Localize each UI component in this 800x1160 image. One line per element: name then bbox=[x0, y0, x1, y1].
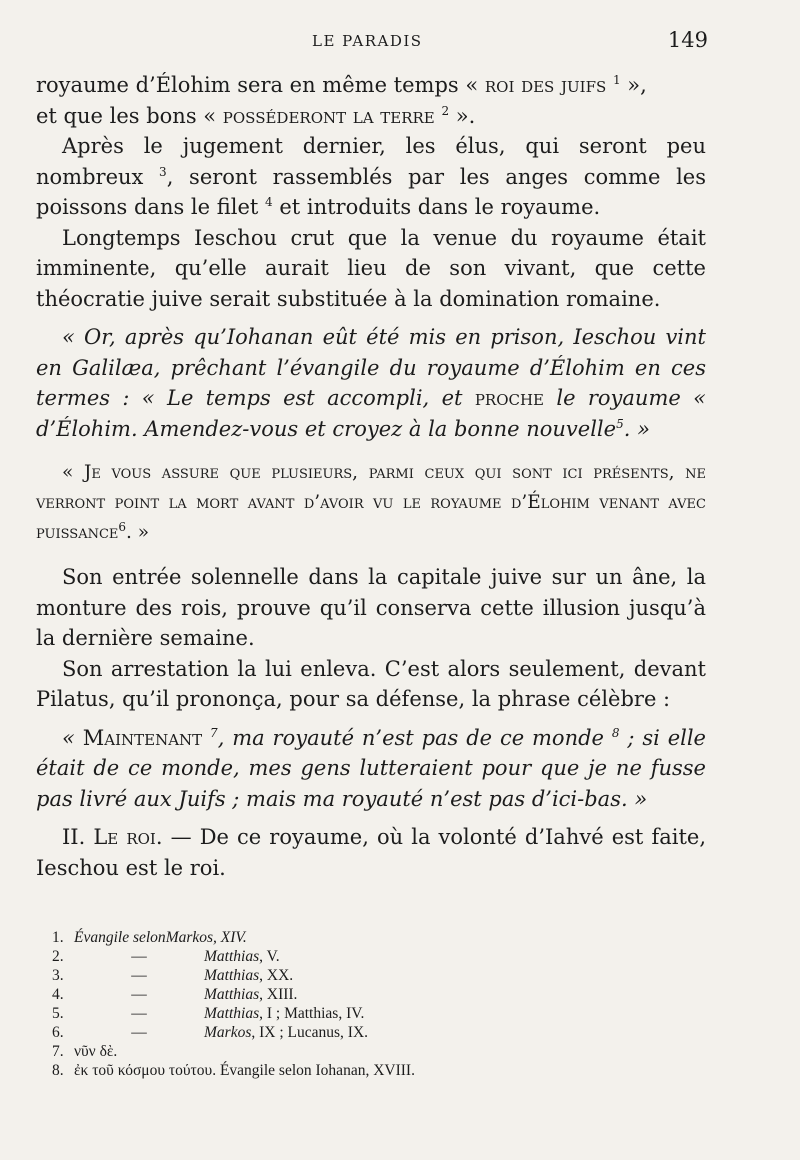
footnote-number: 2. bbox=[52, 948, 64, 965]
footnote-text: ἐκ τοῦ κόσμου τούτου. Évangile selon Iohanan, XVIII. bbox=[74, 1062, 415, 1079]
page-number: 149 bbox=[667, 28, 708, 52]
footnote-italic: Matthias bbox=[204, 967, 260, 984]
paragraph-2 bbox=[36, 131, 706, 223]
quote-3 bbox=[36, 723, 706, 815]
paragraph-1 bbox=[36, 70, 706, 131]
small-caps-run: proche bbox=[474, 386, 545, 410]
footnote-italic: Matthias bbox=[204, 948, 260, 965]
footnote-ref: 6 bbox=[118, 519, 127, 534]
text-run: et que les bons « bbox=[36, 103, 223, 128]
text-run: ; si elle était de ce monde, mes gens lutteraient pour que je ne fusse pas livré aux Juifs ; mais ma royauté n’est pas d’ici-bas. » bbox=[36, 725, 706, 811]
text-run: . » bbox=[623, 416, 650, 441]
text-run: « Je vous assure que plusieurs, parmi ceux qui sont ici présents, ne verront point la mort avant d’avoir vu le royaume d’Élohim venant avec puissance bbox=[36, 462, 706, 543]
footnote-number: 7. bbox=[52, 1043, 64, 1060]
text-run: ». bbox=[449, 103, 476, 128]
footnote-italic: Matthias bbox=[204, 1005, 260, 1022]
footnote-text: , XIII. bbox=[259, 986, 298, 1003]
footnote bbox=[52, 928, 702, 947]
paragraph-3: Longtemps Ieschou crut que la venue du royaume était imminente, qu’elle aurait lieu de son vivant, que cette théocratie juive serait substituée à la domination romaine. bbox=[36, 225, 706, 311]
footnote-number: 6. bbox=[52, 1024, 64, 1041]
footnote-ref: 8 bbox=[611, 725, 620, 740]
footnote-text: , XX. bbox=[259, 967, 294, 984]
quote-2 bbox=[36, 458, 706, 548]
footnote-italic: Évangile selon bbox=[74, 929, 166, 946]
footnote bbox=[52, 1023, 702, 1042]
footnote-text: , IX ; Lucanus, IX. bbox=[251, 1024, 369, 1041]
footnote bbox=[52, 947, 702, 966]
text-run: , ma royauté n’est pas de ce monde bbox=[217, 725, 604, 750]
footnote-dash: — bbox=[131, 986, 147, 1003]
footnote-text: , V. bbox=[259, 948, 280, 965]
footnote-dash: — bbox=[131, 1024, 147, 1041]
footnote bbox=[52, 1004, 702, 1023]
text-run: Après le jugement dernier, les élus, qui seront peu nombreux bbox=[36, 134, 706, 189]
paragraph-6 bbox=[36, 822, 706, 883]
footnote bbox=[52, 985, 702, 1004]
text-run: II. bbox=[62, 825, 94, 849]
footnote-ref: 1 bbox=[612, 73, 621, 87]
footnote-ref: 3 bbox=[159, 164, 167, 179]
footnote-number: 3. bbox=[52, 967, 64, 984]
footnote bbox=[52, 1061, 702, 1080]
text-run: . » bbox=[126, 522, 150, 543]
footnote-italic: Markos bbox=[204, 1024, 252, 1041]
paragraph-4: Son entrée solennelle dans la capitale juive sur un âne, la monture des rois, prouve qu’il conserva cette illusion jusqu’à la dernière semaine. bbox=[36, 565, 706, 650]
text-run: le royaume « d’Élohim. Amendez-vous et croyez à la bonne nouvelle bbox=[36, 386, 706, 441]
paragraph-5: Son arrestation la lui enleva. C’est alors seulement, devant Pilatus, qu’il prononça, pour sa défense, la phrase célèbre : bbox=[36, 656, 706, 711]
text-run: et introduits dans le royaume. bbox=[272, 195, 601, 219]
footnote-text: , I ; Matthias, IV. bbox=[259, 1005, 365, 1022]
footnotes bbox=[52, 928, 702, 1080]
footnote-number: 4. bbox=[52, 986, 64, 1003]
running-title: LE PARADIS bbox=[312, 32, 423, 50]
footnote-ref: 5 bbox=[616, 416, 624, 431]
footnote-ref: 7 bbox=[210, 725, 218, 740]
text-run: royaume d’Élohim sera en même temps « bbox=[36, 73, 485, 97]
footnote-dash: — bbox=[131, 948, 147, 965]
small-caps-run: Maintenant bbox=[82, 725, 203, 750]
footnote-italic: Matthias bbox=[204, 986, 260, 1003]
footnote bbox=[52, 1042, 702, 1061]
text-run: , seront rassemblés par les anges comme les poissons dans le filet bbox=[36, 164, 706, 219]
footnote-ref: 4 bbox=[265, 195, 273, 209]
text-run: « Or, après qu’Iohanan eût été mis en prison, Ieschou vint en Galilæa, prêchant l’évangile du royaume d’Élohim en ces termes : « Le temps est accompli, et bbox=[36, 325, 706, 410]
footnote-text: Markos, XIV. bbox=[165, 929, 247, 946]
text-run: . — De ce royaume, où la volonté d’Iahvé est faite, Ieschou est le roi. bbox=[36, 825, 706, 880]
small-caps-run: posséderont la terre bbox=[222, 103, 435, 128]
footnote-text: νῦν δὲ. bbox=[74, 1043, 118, 1060]
text-run: « bbox=[62, 725, 83, 750]
page-header bbox=[0, 28, 800, 58]
quote-1 bbox=[36, 322, 706, 444]
footnote-dash: — bbox=[131, 1005, 147, 1022]
footnote bbox=[52, 966, 702, 985]
footnote-dash: — bbox=[131, 967, 147, 984]
small-caps-run: Le roi bbox=[93, 825, 156, 849]
footnote-ref: 2 bbox=[441, 103, 450, 118]
body-text bbox=[36, 70, 706, 883]
footnote-number: 1. bbox=[52, 929, 64, 946]
small-caps-run: roi des juifs bbox=[484, 73, 607, 97]
footnote-number: 5. bbox=[52, 1005, 64, 1022]
text-run: », bbox=[620, 73, 647, 97]
footnote-number: 8. bbox=[52, 1062, 64, 1079]
